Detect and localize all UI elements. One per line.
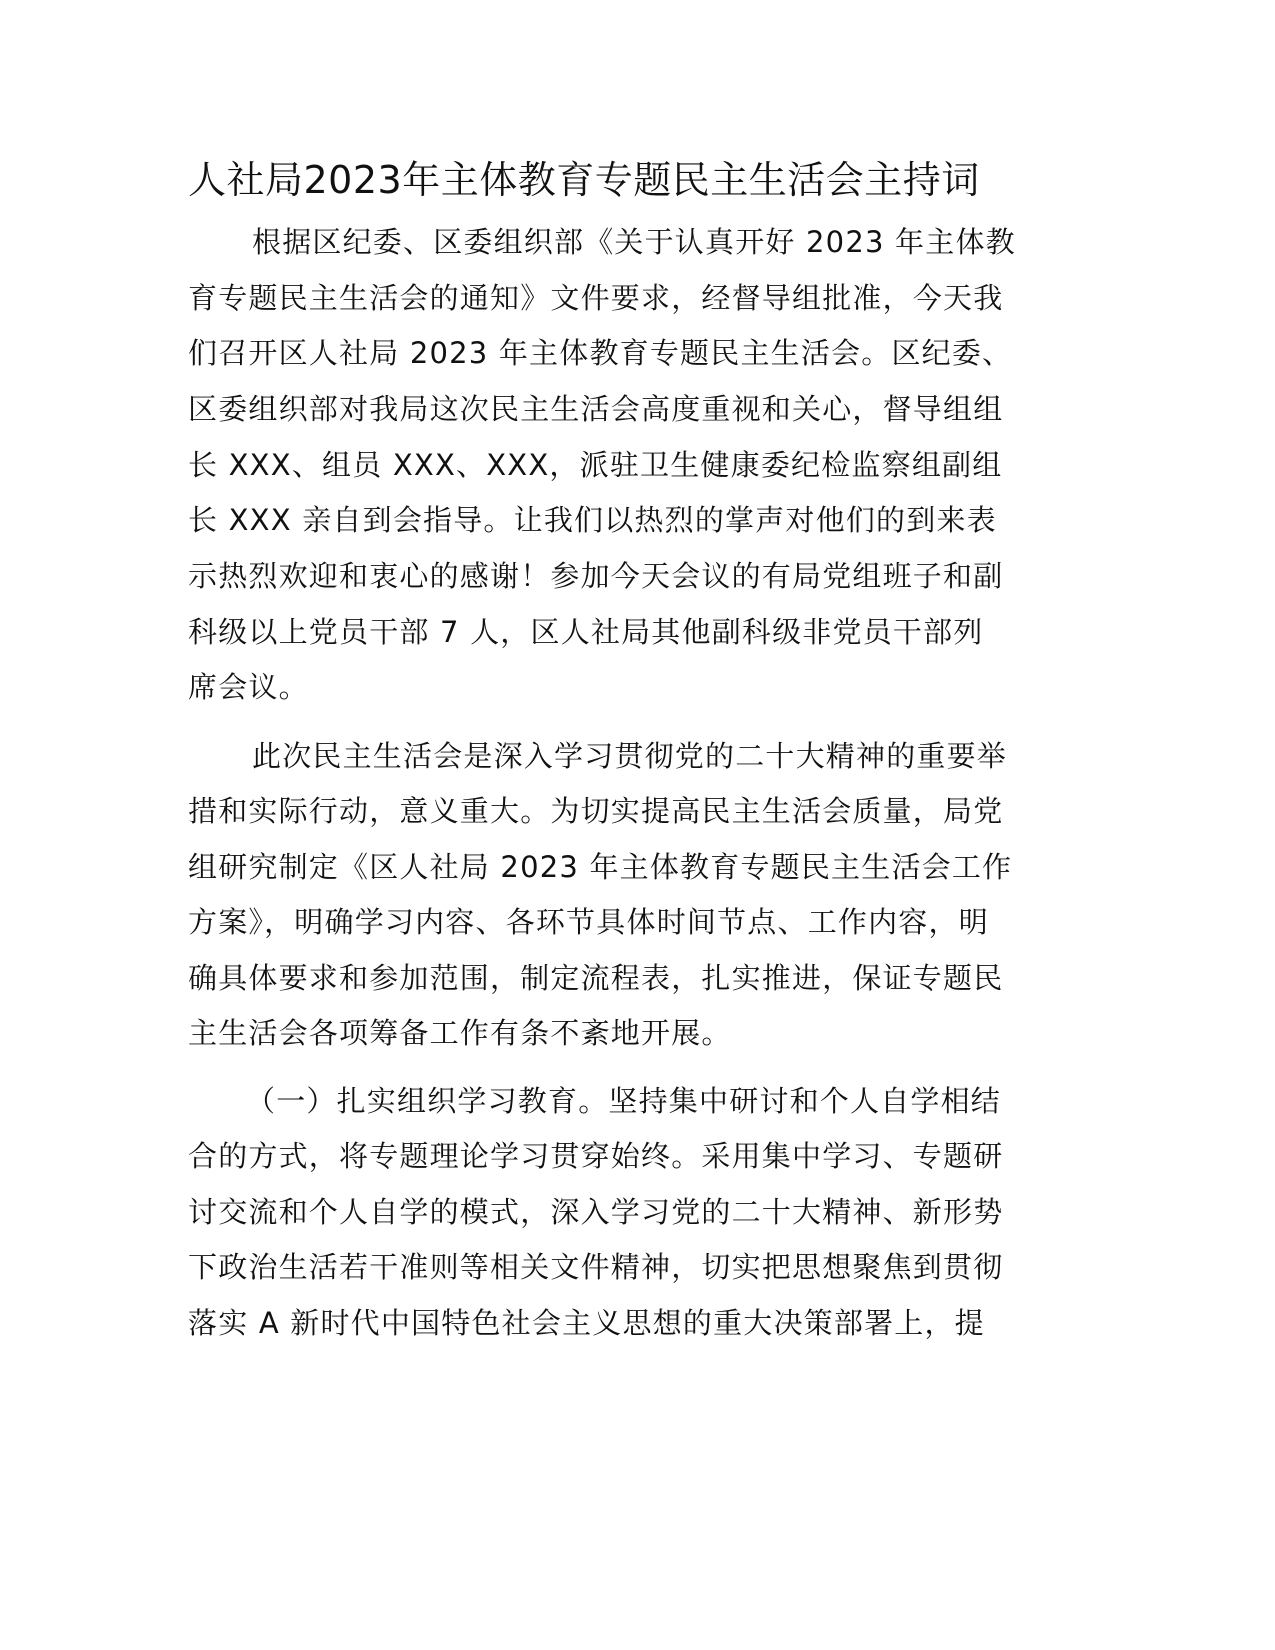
paragraph-line: （一）扎实组织学习教育。坚持集中研讨和个人自学相结 (246, 1084, 1002, 1118)
paragraph-line: 示热烈欢迎和衷心的感谢！参加今天会议的有局党组班子和副 (188, 559, 1004, 593)
paragraph-line: 们召开区人社局 2023 年主体教育专题民主生活会。区纪委、 (188, 336, 1013, 370)
paragraph-line: 确具体要求和参加范围，制定流程表，扎实推进，保证专题民 (188, 961, 1004, 995)
paragraph-line: 下政治生活若干准则等相关文件精神，切实把思想聚焦到贯彻 (188, 1250, 1004, 1284)
paragraph-line: 此次民主生活会是深入学习贯彻党的二十大精神的重要举 (252, 739, 1008, 773)
paragraph-line: 席会议。 (188, 670, 309, 704)
paragraph-line: 科级以上党员干部 7 人，区人社局其他副科级非党员干部列 (188, 615, 984, 649)
paragraph-line: 长 XXX 亲自到会指导。让我们以热烈的掌声对他们的到来表 (188, 503, 997, 537)
paragraph-line: 主生活会各项筹备工作有条不紊地开展。 (188, 1016, 732, 1050)
paragraph-line: 长 XXX、组员 XXX、XXX，派驻卫生健康委纪检监察组副组 (188, 448, 1003, 482)
paragraph-line: 讨交流和个人自学的模式，深入学习党的二十大精神、新形势 (188, 1195, 1004, 1229)
paragraph-line: 落实 A 新时代中国特色社会主义思想的重大决策部署上，提 (188, 1306, 985, 1340)
paragraph-line: 合的方式，将专题理论学习贯穿始终。采用集中学习、专题研 (188, 1139, 1004, 1173)
paragraph-line: 区委组织部对我局这次民主生活会高度重视和关心，督导组组 (188, 392, 1004, 426)
paragraph-line: 方案》，明确学习内容、各环节具体时间节点、工作内容，明 (188, 905, 989, 939)
document-title: 人社局2023年主体教育专题民主生活会主持词 (188, 158, 980, 202)
paragraph-line: 根据区纪委、区委组织部《关于认真开好 2023 年主体教 (252, 225, 1016, 259)
paragraph-line: 育专题民主生活会的通知》文件要求，经督导组批准，今天我 (188, 281, 1004, 315)
paragraph-line: 组研究制定《区人社局 2023 年主体教育专题民主生活会工作 (188, 850, 1013, 884)
paragraph-line: 措和实际行动，意义重大。为切实提高民主生活会质量，局党 (188, 794, 1004, 828)
